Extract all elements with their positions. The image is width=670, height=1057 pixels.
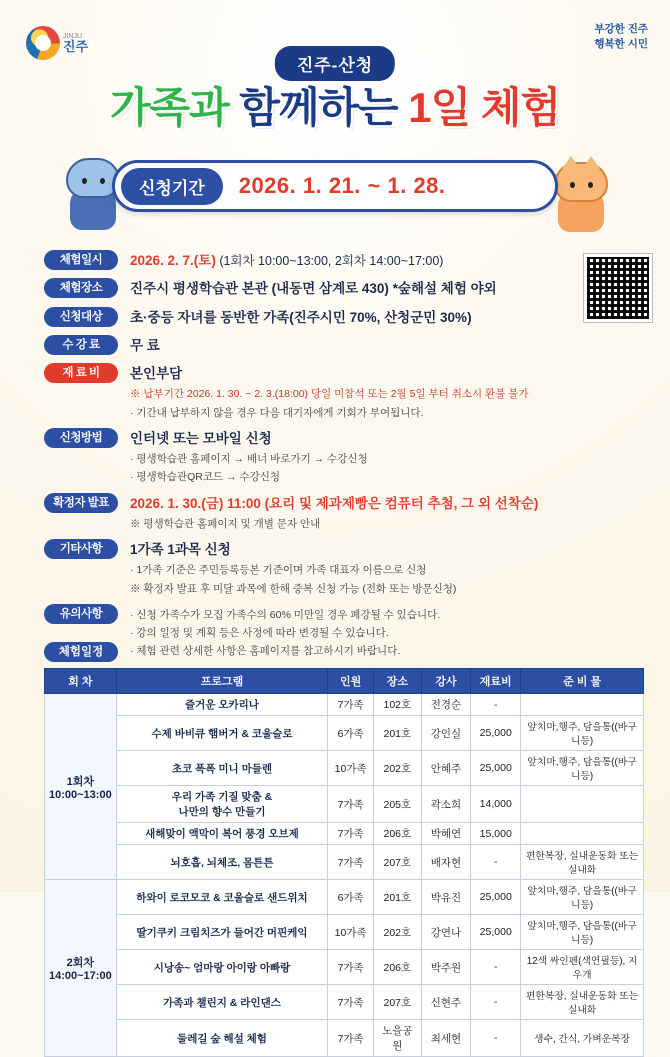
table-row [45,716,644,751]
info-row-tag: 유의사항 [44,604,118,624]
program-cell: 초코 폭폭 미니 마들렌 [116,751,328,786]
people-cell: 7가족 [328,985,374,1020]
table-row [45,845,644,880]
info-row-main: 초·중등 자녀를 동반한 가족(진주시민 70%, 산청군민 30%) [130,309,472,325]
fee-cell: 25,000 [471,880,521,915]
room-cell: 205호 [373,786,421,823]
info-row-tag: 확정자 발표 [44,493,118,513]
city-logo [26,18,102,68]
info-row-main: 무 료 [130,337,160,353]
fee-cell: 25,000 [471,716,521,751]
program-cell: 수제 바비큐 햄버거 & 코울슬로 [116,716,328,751]
table-row [45,786,644,823]
info-row-tag: 신청대상 [44,307,118,327]
info-row-main: 2026. 2. 7.(토) (1회차 10:00~13:00, 2회차 14:00~17:00) [130,253,444,268]
program-cell: 뇌호흡, 뇌체조, 몸튼튼 [116,845,328,880]
page-title-part-3: 1일 체험 [408,84,561,131]
prep-cell: 편한복장, 실내운동화 또는 실내화 [521,845,644,880]
prep-cell: 앞치마,행주, 담을통((바구니등) [521,751,644,786]
slogan-line-2: 행복한 시민 [594,38,648,51]
info-row-content [130,335,564,356]
info-row [44,428,564,486]
teacher-cell: 박유진 [421,880,471,915]
info-row-content [130,363,564,421]
info-row-content [130,428,564,486]
program-cell: 즐거운 오카리나 [116,694,328,716]
teacher-cell: 강연나 [421,915,471,950]
table-row [45,751,644,786]
info-row-note: ※ 확정자 발표 후 미달 과목에 한해 중복 신청 가능 (전화 또는 방문신청) [130,582,457,595]
prep-cell: 편한복장, 실내운동화 또는 실내화 [521,985,644,1020]
session-cell: 2회차 14:00~17:00 [45,880,117,1057]
teacher-cell: 배자현 [421,845,471,880]
slogan-line-1: 부강한 진주 [594,23,648,35]
table-column-header: 재료비 [471,669,521,694]
fee-cell: 25,000 [471,915,521,950]
info-row-main: 2026. 1. 30.(금) 11:00 (요리 및 제과제빵은 컴퓨터 추첨, 그 외 선착순) [130,495,539,511]
program-cell: 시낭송~ 엄마랑 아이랑 아빠랑 [116,950,328,985]
teacher-cell: 강인실 [421,716,471,751]
info-row-content [130,278,564,299]
room-cell: 202호 [373,751,421,786]
table-row [45,823,644,845]
people-cell: 7가족 [328,823,374,845]
prep-cell [521,786,644,823]
info-row-note: · 강의 일정 및 계획 등은 사정에 따라 변경될 수 있습니다. [130,627,389,640]
fee-cell: - [471,950,521,985]
info-row-main: 인터넷 또는 모바일 신청 [130,430,272,446]
room-cell: 207호 [373,845,421,880]
table-row [45,880,644,915]
period-value: 2026. 1. 21. ~ 1. 28. [238,173,446,198]
teacher-cell: 박주원 [421,950,471,985]
info-row [44,278,564,299]
prep-cell: 앞치마,행주, 담을통((바구니등) [521,716,644,751]
prep-cell: 생수, 간식, 가벼운복장 [521,1020,644,1057]
fee-cell: - [471,985,521,1020]
table-header-row [45,669,644,694]
fee-cell: 14,000 [471,786,521,823]
info-row-main: 1가족 1과목 신청 [130,542,231,558]
teacher-cell: 신현주 [421,985,471,1020]
room-cell: 207호 [373,985,421,1020]
info-row-tag: 체험장소 [44,278,118,298]
table-row [45,1020,644,1057]
info-row [44,493,564,533]
info-row-tag: 재 료 비 [44,363,118,383]
info-row-note: · 체험 관련 상세한 사항은 홈페이지를 참고하시기 바랍니다. [130,645,401,658]
prep-cell: 앞치마,행주, 담을통((바구니등) [521,880,644,915]
schedule-table [44,668,644,1057]
room-cell: 노을공원 [373,1020,421,1057]
info-row-main: 본인부담 [130,366,183,381]
fee-cell: 25,000 [471,751,521,786]
fee-cell: - [471,694,521,716]
info-row [44,539,564,597]
info-row [44,363,564,421]
info-row [44,250,564,271]
schedule-tag: 체험일정 [44,642,118,662]
table-column-header: 프로그램 [116,669,328,694]
teacher-cell: 최세현 [421,1020,471,1057]
people-cell: 7가족 [328,1020,374,1057]
period-label: 신청기간 [121,168,223,205]
info-row [44,604,564,660]
people-cell: 10가족 [328,751,374,786]
people-cell: 10가족 [328,915,374,950]
room-cell: 206호 [373,950,421,985]
info-row-content [130,307,564,328]
info-list [44,250,564,667]
info-row-note: ※ 평생학습관 홈페이지 및 개별 문자 안내 [130,517,321,530]
qr-code-icon[interactable] [584,254,652,322]
teacher-cell: 박혜연 [421,823,471,845]
people-cell: 6가족 [328,880,374,915]
info-row-content [130,493,564,533]
people-cell: 6가족 [328,716,374,751]
info-row-tag: 수 강 료 [44,335,118,355]
people-cell: 7가족 [328,694,374,716]
logo-text [63,33,88,54]
info-row-content [130,539,564,597]
program-cell: 하와이 로코모코 & 코울슬로 샌드위치 [116,880,328,915]
table-column-header: 장소 [373,669,421,694]
prep-cell [521,694,644,716]
title-badge: 진주-산청 [275,46,395,81]
info-row-note: · 기간내 납부하지 않을 경우 다음 대기자에게 기회가 부여됩니다. [130,406,424,419]
city-slogan [594,22,648,52]
teacher-cell: 안혜주 [421,751,471,786]
program-cell: 둘레길 숲 해설 체험 [116,1020,328,1057]
fee-cell: - [471,1020,521,1057]
info-row-note: · 신청 가족수가 모집 가족수의 60% 미만일 경우 폐강될 수 있습니다. [130,608,441,621]
fee-cell: 15,000 [471,823,521,845]
room-cell: 206호 [373,823,421,845]
info-row-content [130,250,564,271]
info-row-main: 진주시 평생학습관 본관 (내동면 삼계로 430) *숲해설 체험 야외 [130,281,497,297]
table-column-header: 회 차 [45,669,117,694]
table-row [45,985,644,1020]
program-cell: 딸기쿠키 크림치즈가 들어간 머핀케익 [116,915,328,950]
session-cell: 1회차 10:00~13:00 [45,694,117,880]
table-row [45,694,644,716]
prep-cell: 12색 싸인펜(색연필등), 지우개 [521,950,644,985]
program-cell: 가족과 챌린지 & 라인댄스 [116,985,328,1020]
people-cell: 7가족 [328,786,374,823]
table-column-header: 준 비 물 [521,669,644,694]
page-title [0,84,670,132]
page-title-part-1: 가족과 [109,84,229,131]
logo-subtext: JINJU [63,32,83,40]
mascot-orange-icon [550,162,612,232]
info-row-content [130,604,564,660]
info-row-note: · 1가족 기준은 주민등록등본 기준이며 가족 대표자 이름으로 신청 [130,564,427,577]
logo-maintext: 진주 [63,38,89,54]
program-cell: 새해맞이 액막이 복어 풍경 오브제 [116,823,328,845]
info-row-note: · 평생학습관 홈페이지 → 배너 바로가기 → 수강신청 [130,453,368,466]
info-row-note: · 평생학습관QR코드 → 수강신청 [130,471,281,484]
page-title-part-2: 함께하는 [239,84,398,131]
table-row [45,915,644,950]
teacher-cell: 곽소희 [421,786,471,823]
logo-mark-icon [26,26,60,60]
info-row-tag: 기타사항 [44,539,118,559]
info-row [44,307,564,328]
room-cell: 201호 [373,880,421,915]
room-cell: 102호 [373,694,421,716]
fee-cell: - [471,845,521,880]
application-period-bar [112,160,558,212]
table-row [45,950,644,985]
poster-header [0,0,670,240]
room-cell: 202호 [373,915,421,950]
people-cell: 7가족 [328,845,374,880]
program-cell: 우리 가족 기질 맞춤 & 나만의 향수 만들기 [116,786,328,823]
info-row [44,335,564,356]
info-row-tag: 신청방법 [44,428,118,448]
people-cell: 7가족 [328,950,374,985]
prep-cell: 앞치마,행주, 담을통((바구니등) [521,915,644,950]
teacher-cell: 전경순 [421,694,471,716]
info-row-note: ※ 납부기간 2026. 1. 30. ~ 2. 3.(18:00) 당일 미참석 또는 2월 5일 부터 취소시 환불 불가 [130,388,529,401]
info-row-tag: 체험일시 [44,250,118,270]
table-column-header: 인원 [328,669,374,694]
prep-cell [521,823,644,845]
room-cell: 201호 [373,716,421,751]
table-column-header: 강사 [421,669,471,694]
